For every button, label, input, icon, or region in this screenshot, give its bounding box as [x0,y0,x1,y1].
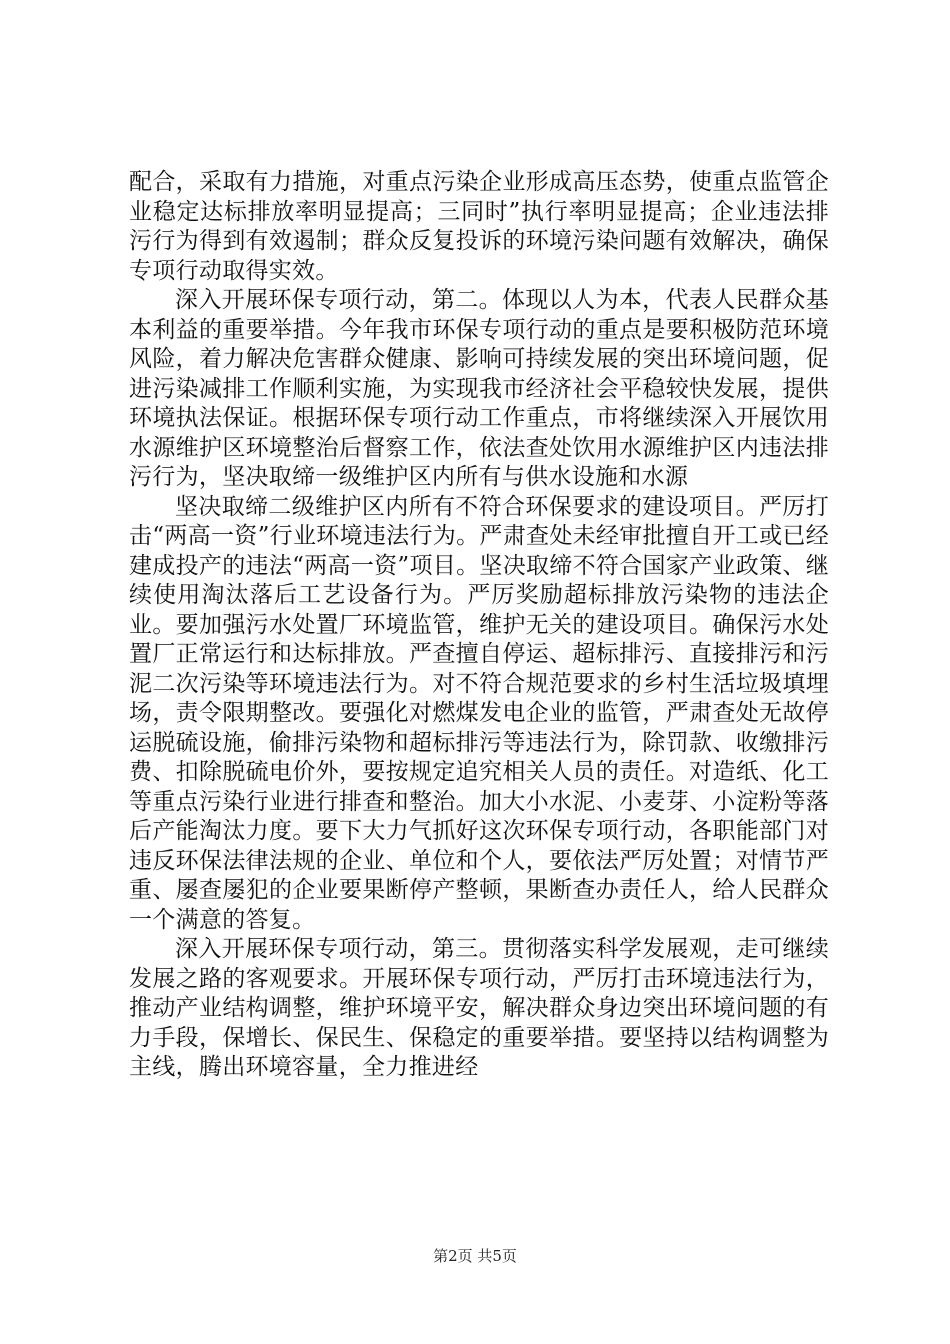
paragraph-enforcement: 坚决取缔二级维护区内所有不符合环保要求的建设项目。严厉打击“两高一资”行业环境违法行为。严肃查处未经审批擅自开工或已经建成投产的违法“两高一资”项目。坚决取缔不符合国家产业政策、继续使用淘汰落后工艺设备行为。严厉奖励超标排放污染物的违法企业。要加强污水处置厂环境监管，维护无关的建设项目。确保污水处置厂正常运行和达标排放。严查擅自停运、超标排污、直接排污和污泥二次污染等环境违法行为。对不符合规范要求的乡村生活垃圾填埋场，责令限期整改。要强化对燃煤发电企业的监管，严肃查处无故停运脱硫设施，偷排污染物和超标排污等违法行为，除罚款、收缴排污费、扣除脱硫电价外，要按规定追究相关人员的责任。对造纸、化工等重点污染行业进行排查和整治。加大小水泥、小麦芽、小淀粉等落后产能淘汰力度。要下大力气抓好这次环保专项行动，各职能部门对违反环保法律法规的企业、单位和个人，要依法严厉处置；对情节严重、屡查屡犯的企业要果断停产整顿，果断查办责任人，给人民群众一个满意的答复。 [129,493,829,933]
paragraph-third-point: 深入开展环保专项行动，第三。贯彻落实科学发展观，走可继续发展之路的客观要求。开展环保专项行动，严厉打击环境违法行为，推动产业结构调整，维护环境平安，解决群众身边突出环境问题的有力手段，保增长、保民生、保稳定的重要举措。要坚持以结构调整为主线，腾出环境容量，全力推进经 [129,936,829,1080]
paragraph-second-point: 深入开展环保专项行动，第二。体现以人为本，代表人民群众基本利益的重要举措。今年我市环保专项行动的重点是要积极防范环境风险，着力解决危害群众健康、影响可持续发展的突出环境问题，促进污染减排工作顺利实施，为实现我市经济社会平稳较快发展，提供环境执法保证。根据环保专项行动工作重点，市将继续深入开展饮用水源维护区环境整治后督察工作，依法查处饮用水源维护区内违法排污行为，坚决取缔一级维护区内所有与供水设施和水源 [129,287,829,490]
page-number-footer: 第2页 共5页 [433,1247,517,1265]
paragraph-continuation: 配合，采取有力措施，对重点污染企业形成高压态势，使重点监管企业稳定达标排放率明显提高；三同时”执行率明显提高；企业违法排污行为得到有效遏制；群众反复投诉的环境污染问题有效解决，确保专项行动取得实效。 [129,169,829,284]
document-body [129,168,829,1083]
